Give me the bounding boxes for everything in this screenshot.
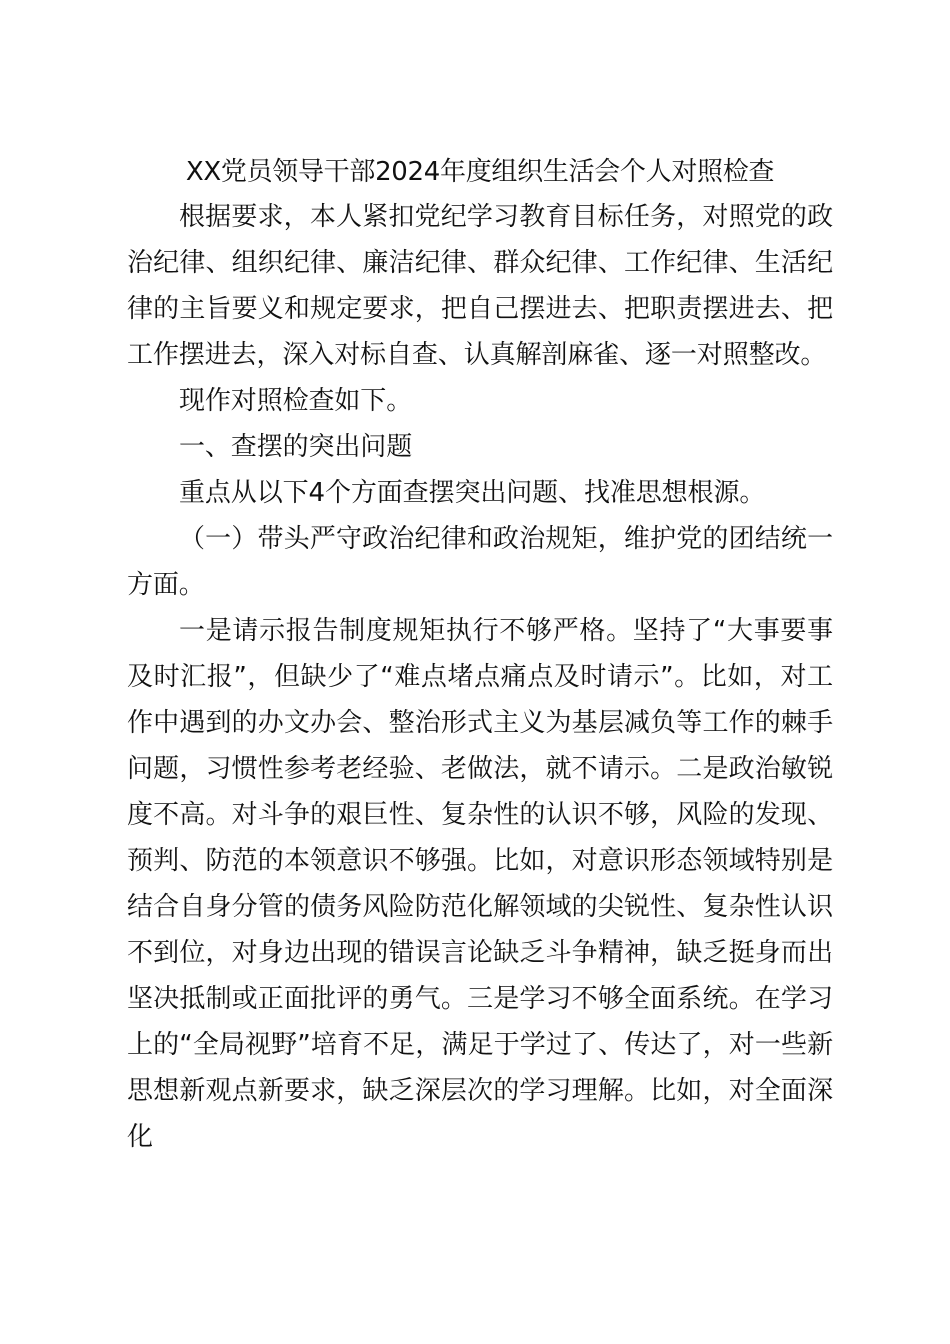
transition-paragraph: 现作对照检查如下。: [179, 386, 413, 416]
document-content: [127, 152, 833, 1160]
intro-paragraph: 根据要求，本人紧扣党纪学习教育目标任务，对照党的政治纪律、组织纪律、廉洁纪律、群众纪律、工作纪律、生活纪律的主旨要义和规定要求，把自己摆进去、把职责摆进去、把工作摆进去，深入对标自查、认真解剖麻雀、逐一对照整改。: [127, 202, 833, 370]
subsection-heading: （一）带头严守政治纪律和政治规矩，维护党的团结统一方面。: [127, 524, 833, 600]
section-heading: 一、查摆的突出问题: [179, 432, 413, 462]
problems-paragraph: 一是请示报告制度规矩执行不够严格。坚持了“大事要事及时汇报”，但缺少了“难点堵点痛点及时请示”。比如，对工作中遇到的办文办会、整治形式主义为基层减负等工作的棘手问题，习惯性参考老经验、老做法，就不请示。二是政治敏锐度不高。对斗争的艰巨性、复杂性的认识不够，风险的发现、预判、防范的本领意识不够强。比如，对意识形态领域特别是结合自身分管的债务风险防范化解领域的尖锐性、复杂性认识不到位，对身边出现的错误言论缺乏斗争精神，缺乏挺身而出坚决抵制或正面批评的勇气。三是学习不够全面系统。在学习上的“全局视野”培育不足，满足于学过了、传达了，对一些新思想新观点新要求，缺乏深层次的学习理解。比如，对全面深化: [127, 616, 833, 1152]
section-intro-paragraph: 重点从以下4个方面查摆突出问题、找准思想根源。: [179, 478, 766, 508]
document-title: XX党员领导干部2024年度组织生活会个人对照检查: [185, 157, 775, 187]
document-body: [127, 194, 833, 1160]
